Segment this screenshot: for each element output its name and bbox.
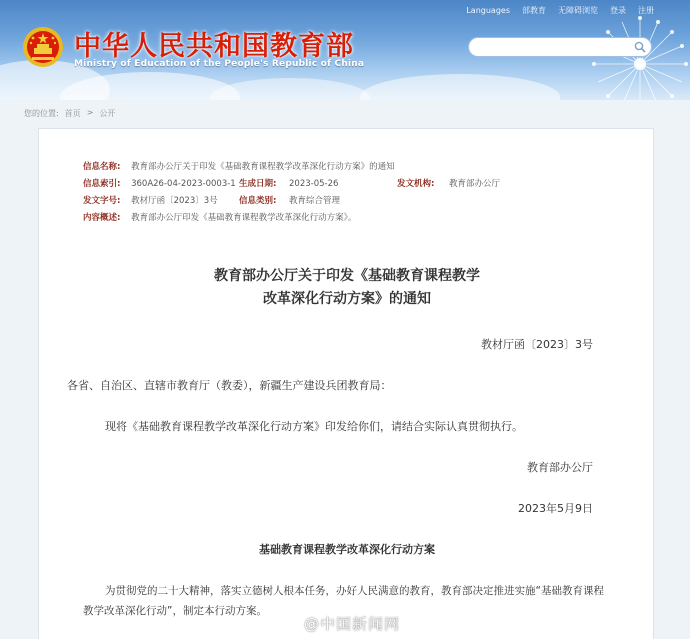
- search-icon[interactable]: [634, 41, 646, 53]
- paragraph-1-line-1: 为贯彻党的二十大精神，落实立德树人根本任务，办好人民满意的教育，教育部决定推进实施“基础教育课程: [105, 585, 604, 597]
- document-signer: 教育部办公厅: [527, 461, 593, 474]
- accessibility-link[interactable]: 无障碍浏览: [558, 6, 598, 15]
- meta-category-value: 教育综合管理: [289, 196, 341, 206]
- watermark: [304, 613, 400, 634]
- meta-index-label: 信息索引:: [83, 179, 121, 189]
- meta-issuer-label: 发文机构:: [397, 179, 435, 189]
- breadcrumb-label: 您的位置:: [24, 109, 59, 118]
- meta-name-label: 信息名称:: [83, 162, 121, 172]
- meta-date-value: 2023-05-26: [289, 179, 339, 189]
- meta-category-label: 信息类别:: [239, 196, 277, 206]
- breadcrumb-home[interactable]: 首页: [64, 109, 81, 118]
- watermark-text: @中国新闻网: [304, 615, 401, 633]
- meta-row-summary: [83, 210, 619, 227]
- register-link[interactable]: 注册: [638, 6, 654, 15]
- meta-docno-label: 发文字号:: [83, 196, 121, 206]
- document-title-line1: 教育部办公厅关于印发《基础教育课程教学: [214, 268, 480, 284]
- meta-row-name: [83, 159, 619, 176]
- meta-date-label: 生成日期:: [239, 179, 277, 189]
- login-link[interactable]: 登录: [610, 6, 626, 15]
- meta-name-value: 教育部办公厅关于印发《基础教育课程教学改革深化行动方案》的通知: [131, 162, 395, 172]
- document-number: 教材厅函〔2023〕3号: [481, 338, 593, 351]
- document-title: [39, 265, 655, 311]
- site-title[interactable]: 中华人民共和国教育部: [74, 31, 354, 62]
- section-title: 基础教育课程教学改革深化行动方案: [259, 543, 435, 556]
- document-body: 现将《基础教育课程教学改革深化行动方案》印发给你们，请结合实际认真贯彻执行。: [105, 420, 523, 433]
- meta-index-value: 360A26-04-2023-0003-1: [131, 179, 236, 189]
- meta-summary-label: 内容概述:: [83, 213, 121, 223]
- meta-docno-value: 教材厅函〔2023〕3号: [131, 196, 218, 206]
- breadcrumb-separator: >: [86, 108, 94, 117]
- document-title-line2: 改革深化行动方案》的通知: [263, 291, 431, 307]
- national-emblem-icon: [22, 26, 64, 68]
- meta-issuer-value: 教育部办公厅: [449, 179, 501, 189]
- document-meta: [83, 159, 619, 227]
- article-panel: [38, 128, 654, 639]
- meta-summary-value: 教育部办公厅印发《基础教育课程教学改革深化行动方案》。: [131, 213, 357, 223]
- breadcrumb-current[interactable]: 公开: [99, 109, 116, 118]
- document-addressee: 各省、自治区、直辖市教育厅（教委），新疆生产建设兵团教育局：: [67, 379, 392, 392]
- site-subtitle: Ministry of Education of the People's Republic of China: [74, 59, 365, 69]
- top-link-2[interactable]: 部教育: [522, 6, 546, 15]
- document-date: 2023年5月9日: [518, 502, 593, 515]
- top-links: [466, 5, 654, 16]
- languages-link[interactable]: Languages: [466, 6, 510, 15]
- meta-row-index: [83, 176, 619, 193]
- meta-row-docno: [83, 193, 619, 210]
- paragraph-1-line-2: 教学改革深化行动”，制定本行动方案。: [83, 605, 267, 617]
- search-input[interactable]: [468, 37, 652, 57]
- site-header: [0, 0, 690, 100]
- breadcrumb: [24, 108, 115, 119]
